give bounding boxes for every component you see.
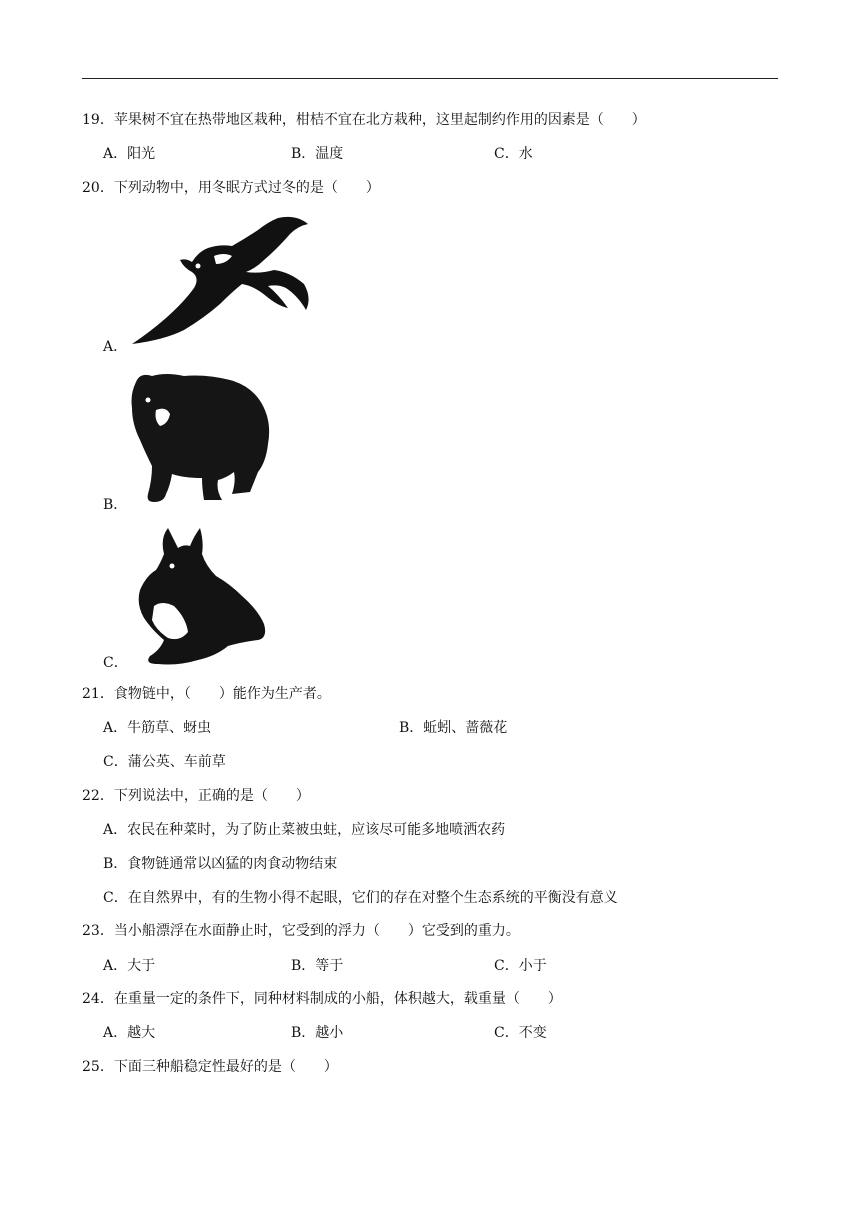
question-25: 25．下面三种船稳定性最好的是（ ） [82,1059,338,1075]
q22-option-c[interactable]: C．在自然界中，有的生物小得不起眼，它们的存在对整个生态系统的平衡没有意义 [103,890,618,906]
q24-option-c[interactable]: C．不变 [494,1025,547,1041]
header-rule [82,78,778,79]
q21-option-b[interactable]: B．蚯蚓、蔷薇花 [399,720,508,736]
q24-option-a[interactable]: A．越大 [103,1025,156,1041]
q22-option-b[interactable]: B．食物链通常以凶猛的肉食动物结束 [103,856,338,872]
bear-icon[interactable] [126,370,274,504]
q24-option-b[interactable]: B．越小 [291,1025,344,1041]
q23-option-a[interactable]: A．大于 [103,958,156,974]
question-20: 20．下列动物中，用冬眠方式过冬的是（ ） [82,180,380,196]
squirrel-icon[interactable] [130,526,270,668]
swallow-icon[interactable] [128,212,312,344]
q22-option-a[interactable]: A．农民在种菜时，为了防止菜被虫蛀，应该尽可能多地喷洒农药 [103,822,506,838]
q20-option-c[interactable]: C． [103,655,128,671]
q23-option-c[interactable]: C．小于 [494,958,547,974]
q19-option-a[interactable]: A．阳光 [103,146,156,162]
q19-option-c[interactable]: C．水 [494,146,533,162]
question-24: 24．在重量一定的条件下，同种材料制成的小船，体积越大，载重量（ ） [82,991,562,1007]
question-19: 19．苹果树不宜在热带地区栽种，柑桔不宜在北方栽种，这里起制约作用的因素是（ ） [82,112,646,128]
question-22: 22．下列说法中，正确的是（ ） [82,788,310,804]
q21-option-a[interactable]: A．牛筋草、蚜虫 [103,720,212,736]
q20-option-b[interactable]: B． [103,497,128,513]
question-21: 21．食物链中，（ ）能作为生产者。 [82,686,331,702]
question-23: 23．当小船漂浮在水面静止时，它受到的浮力（ ）它受到的重力。 [82,923,520,939]
q19-option-b[interactable]: B．温度 [291,146,344,162]
q23-option-b[interactable]: B．等于 [291,958,344,974]
q20-option-a[interactable]: A． [103,339,128,355]
q21-option-c[interactable]: C．蒲公英、车前草 [103,754,226,770]
